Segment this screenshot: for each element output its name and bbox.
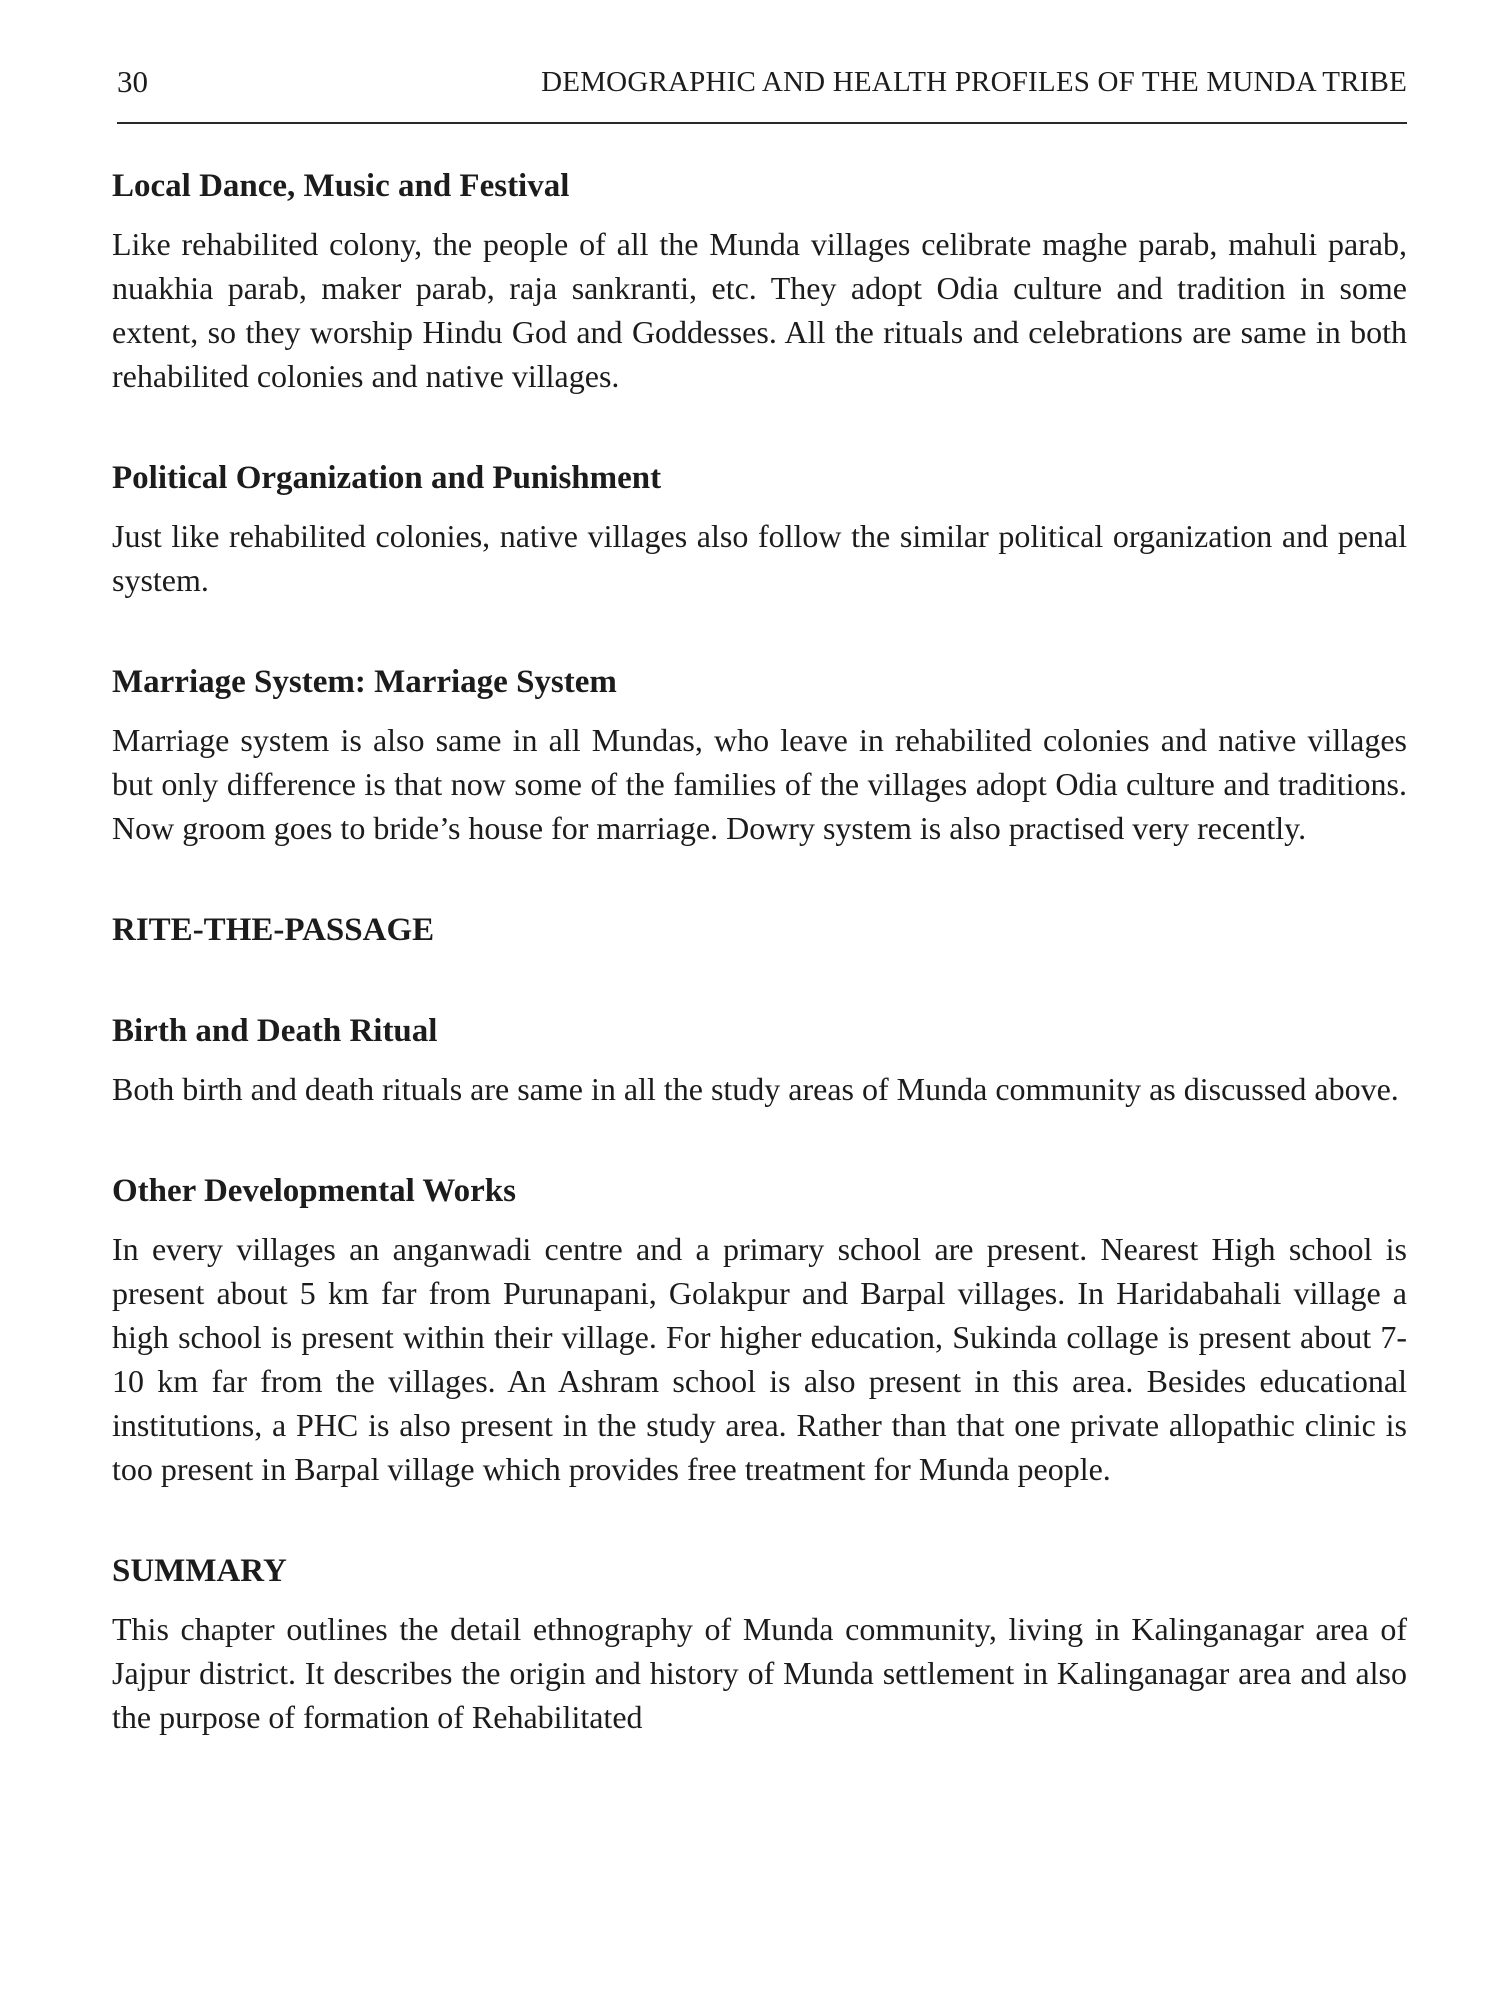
running-title: DEMOGRAPHIC AND HEALTH PROFILES OF THE MUNDA TRIBE [541, 66, 1407, 98]
section-marriage-system [112, 660, 1407, 850]
section-paragraph: Like rehabilited colony, the people of all the Munda villages celibrate maghe parab, mahuli parab, nuakhia parab, maker parab, raja sankranti, etc. They adopt Odia culture and tradition in some extent, so they worship Hindu God and Goddesses. All the rituals and celebrations are same in both rehabilited colonies and native villages. [112, 226, 1407, 394]
section-heading: Birth and Death Ritual [112, 1013, 438, 1049]
section-paragraph: Just like rehabilited colonies, native villages also follow the similar political organization and penal system. [112, 518, 1407, 598]
section-birth-death-ritual [112, 1009, 1407, 1111]
section-heading: SUMMARY [112, 1553, 287, 1589]
section-heading: Political Organization and Punishment [112, 460, 662, 496]
section-heading: Other Developmental Works [112, 1173, 516, 1209]
running-header [117, 62, 1407, 102]
page-number: 30 [117, 64, 148, 99]
section-political-organization [112, 456, 1407, 602]
page-content [112, 164, 1407, 1739]
section-heading: Marriage System: Marriage System [112, 664, 617, 700]
section-rite-the-passage [112, 908, 1407, 952]
section-heading: RITE-THE-PASSAGE [112, 912, 435, 948]
header-rule [117, 122, 1407, 124]
section-paragraph: Both birth and death rituals are same in all the study areas of Munda community as discussed above. [112, 1071, 1399, 1107]
section-paragraph: This chapter outlines the detail ethnography of Munda community, living in Kalinganagar area of Jajpur district. It describes the origin and history of Munda settlement in Kalinganagar area and also the purpose of formation of Rehabilitated [112, 1611, 1407, 1735]
section-summary [112, 1549, 1407, 1739]
section-other-developmental-works [112, 1169, 1407, 1491]
section-paragraph: Marriage system is also same in all Mundas, who leave in rehabilited colonies and native villages but only difference is that now some of the families of the villages adopt Odia culture and traditions. Now groom goes to bride’s house for marriage. Dowry system is also practised very recently. [112, 722, 1407, 846]
section-heading: Local Dance, Music and Festival [112, 168, 570, 204]
section-dance-music-festival [112, 164, 1407, 398]
section-paragraph: In every villages an anganwadi centre and a primary school are present. Nearest High school is present about 5 km far from Purunapani, Golakpur and Barpal villages. In Haridabahali village a high school is present within their village. For higher education, Sukinda collage is present about 7-10 km far from the villages. An Ashram school is also present in this area. Besides educational institutions, a PHC is also present in the study area. Rather than that one private allopathic clinic is too present in Barpal village which provides free treatment for Munda people. [112, 1231, 1407, 1487]
